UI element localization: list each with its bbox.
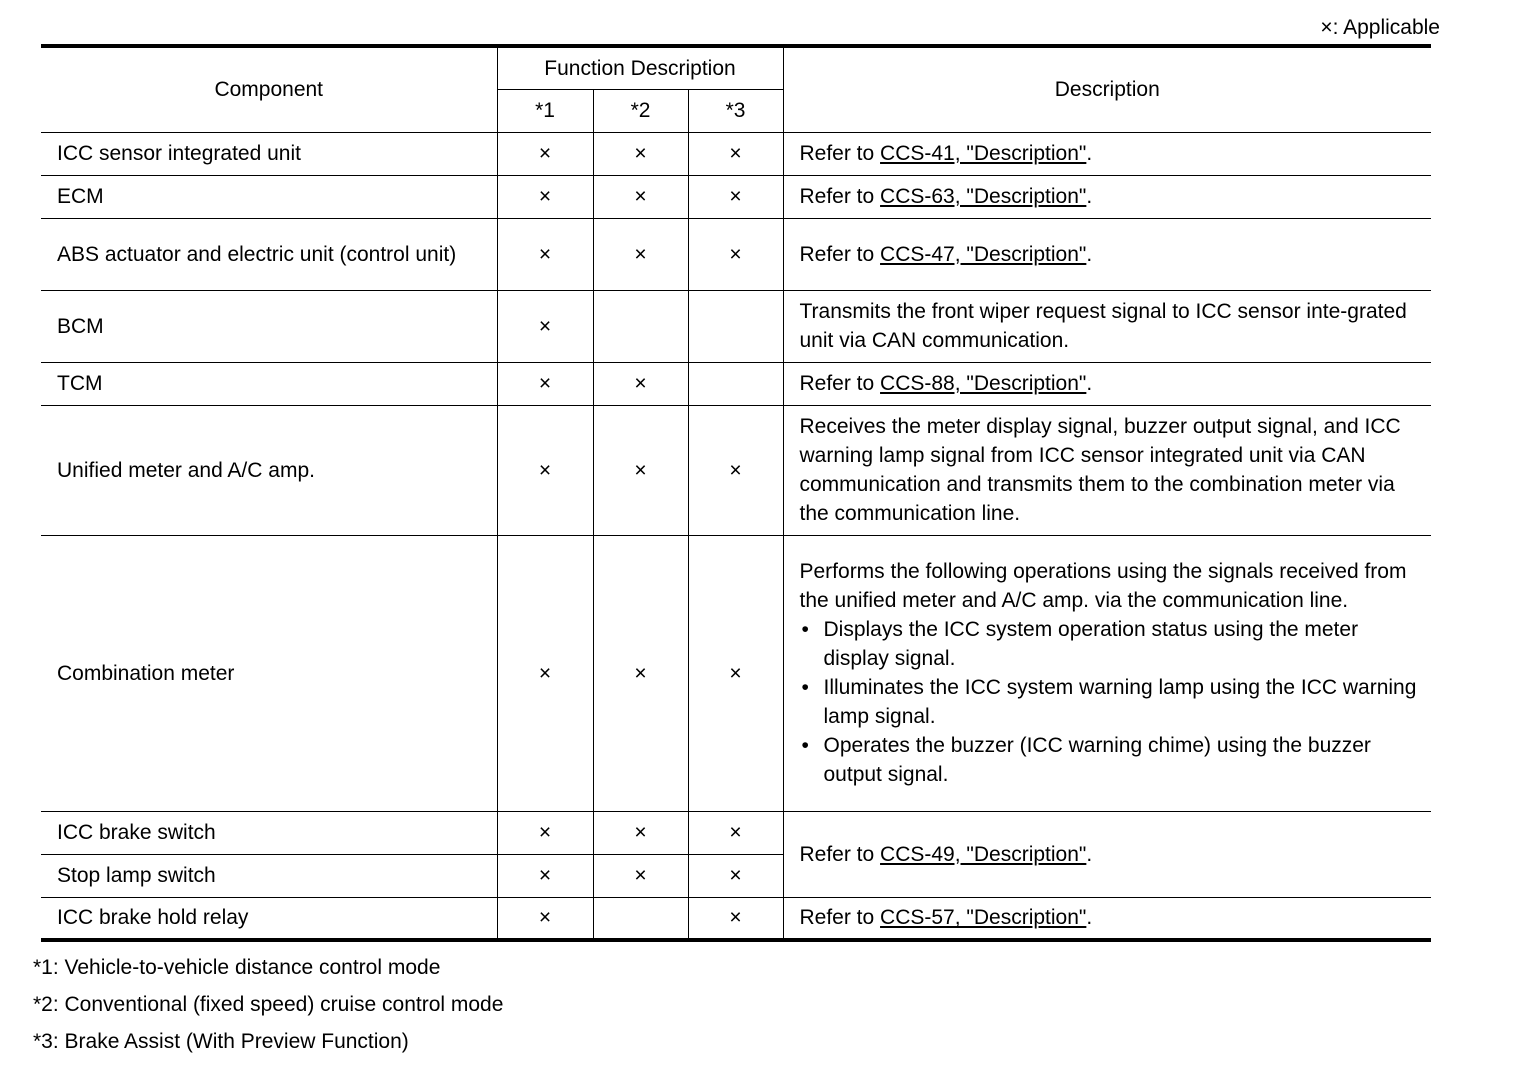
bullet-item: • Operates the buzzer (ICC warning chime) using the buzzer output signal. (800, 731, 1420, 789)
reference-link[interactable]: CCS-63, "Description" (880, 185, 1087, 208)
reference-link[interactable]: CCS-57, "Description" (880, 906, 1087, 930)
mode-2-mark: × (593, 535, 688, 811)
desc-suffix: . (1086, 185, 1093, 208)
component-cell: BCM (41, 290, 497, 362)
mode-3-mark: × (688, 535, 783, 811)
table-row (41, 132, 1431, 175)
mode-2-mark: × (593, 811, 688, 854)
reference-link[interactable]: CCS-47, "Description" (880, 242, 1087, 266)
mode-1-mark: × (497, 405, 593, 535)
mode-2-mark: × (593, 362, 688, 405)
footnote-1: *1: Vehicle-to-vehicle distance control mode (33, 956, 441, 979)
component-cell: ICC brake switch (41, 811, 497, 854)
description-cell (783, 175, 1431, 218)
component-cell: ECM (41, 175, 497, 218)
component-cell: Combination meter (41, 535, 497, 811)
footnote-2: *2: Conventional (fixed speed) cruise control mode (33, 993, 504, 1016)
mode-1-mark: × (497, 132, 593, 175)
applicable-text: : Applicable (1332, 16, 1440, 39)
header-mode-2: *2 (593, 89, 688, 132)
mode-1-mark: × (497, 175, 593, 218)
mode-3-mark (688, 290, 783, 362)
mode-1-mark: × (497, 218, 593, 290)
desc-suffix: . (1086, 906, 1093, 930)
table-row (41, 811, 1431, 854)
description-cell-merged (783, 811, 1431, 897)
desc-prefix: Refer to (799, 372, 881, 395)
mode-1-mark: × (497, 854, 593, 897)
mode-2-mark: × (593, 175, 688, 218)
desc-prefix: Refer to (799, 185, 881, 208)
desc-prefix: Refer to (799, 842, 881, 866)
mode-1-mark: × (497, 897, 593, 940)
desc-intro: Performs the following operations using the signals received from the unified meter and A/C amp. via the communication line. (799, 560, 1407, 612)
mode-3-mark: × (688, 132, 783, 175)
header-row-1 (41, 46, 1431, 89)
desc-suffix: . (1086, 142, 1093, 165)
mode-3-mark: × (688, 405, 783, 535)
component-cell: ICC brake hold relay (41, 897, 497, 940)
desc-prefix: Refer to (799, 906, 881, 930)
header-function-description: Function Description (497, 46, 783, 89)
mode-3-mark: × (688, 811, 783, 854)
mode-1-mark: × (497, 362, 593, 405)
description-cell (783, 218, 1431, 290)
table-row (41, 535, 1431, 811)
mode-1-mark: × (497, 811, 593, 854)
desc-prefix: Refer to (799, 242, 881, 266)
table-row (41, 897, 1431, 940)
mode-2-mark: × (593, 405, 688, 535)
mode-2-mark (593, 897, 688, 940)
desc-suffix: . (1086, 842, 1093, 866)
bullet-item: • Illuminates the ICC system warning lamp using the ICC warning lamp signal. (800, 673, 1420, 731)
description-cell (783, 535, 1431, 811)
reference-link[interactable]: CCS-88, "Description" (880, 372, 1087, 395)
applicable-legend (1100, 16, 1440, 40)
description-cell: Receives the meter display signal, buzzer output signal, and ICC warning lamp signal from ICC sensor integrated unit via CAN communication and transmits them to the combination meter via the communication line. (783, 405, 1431, 535)
component-cell: TCM (41, 362, 497, 405)
description-cell (783, 897, 1431, 940)
header-mode-3: *3 (688, 89, 783, 132)
header-description: Description (783, 46, 1431, 132)
reference-link[interactable]: CCS-41, "Description" (880, 142, 1087, 165)
table-row (41, 175, 1431, 218)
component-function-table (41, 44, 1431, 942)
table-row (41, 290, 1431, 362)
header-mode-1: *1 (497, 89, 593, 132)
mode-3-mark (688, 362, 783, 405)
mode-3-mark: × (688, 897, 783, 940)
footnote-3: *3: Brake Assist (With Preview Function) (33, 1030, 409, 1053)
component-cell: Unified meter and A/C amp. (41, 405, 497, 535)
table-row (41, 405, 1431, 535)
description-cell (783, 362, 1431, 405)
bullet-item: • Displays the ICC system operation status using the meter display signal. (800, 615, 1420, 673)
footnotes (33, 954, 503, 1065)
component-cell: ICC sensor integrated unit (41, 132, 497, 175)
bullet-list (800, 615, 1420, 789)
table-row (41, 362, 1431, 405)
mode-3-mark: × (688, 854, 783, 897)
mode-2-mark (593, 290, 688, 362)
header-component: Component (41, 46, 497, 132)
desc-suffix: . (1086, 242, 1093, 266)
applicable-symbol: × (1320, 16, 1333, 39)
desc-suffix: . (1086, 372, 1093, 395)
description-cell: Transmits the front wiper request signal to ICC sensor inte-grated unit via CAN communication. (783, 290, 1431, 362)
mode-2-mark: × (593, 132, 688, 175)
mode-2-mark: × (593, 854, 688, 897)
mode-1-mark: × (497, 290, 593, 362)
description-cell (783, 132, 1431, 175)
table-row (41, 218, 1431, 290)
reference-link[interactable]: CCS-49, "Description" (880, 842, 1087, 866)
component-cell: ABS actuator and electric unit (control unit) (41, 218, 497, 290)
desc-prefix: Refer to (799, 142, 881, 165)
mode-1-mark: × (497, 535, 593, 811)
mode-2-mark: × (593, 218, 688, 290)
component-cell: Stop lamp switch (41, 854, 497, 897)
mode-3-mark: × (688, 175, 783, 218)
mode-3-mark: × (688, 218, 783, 290)
